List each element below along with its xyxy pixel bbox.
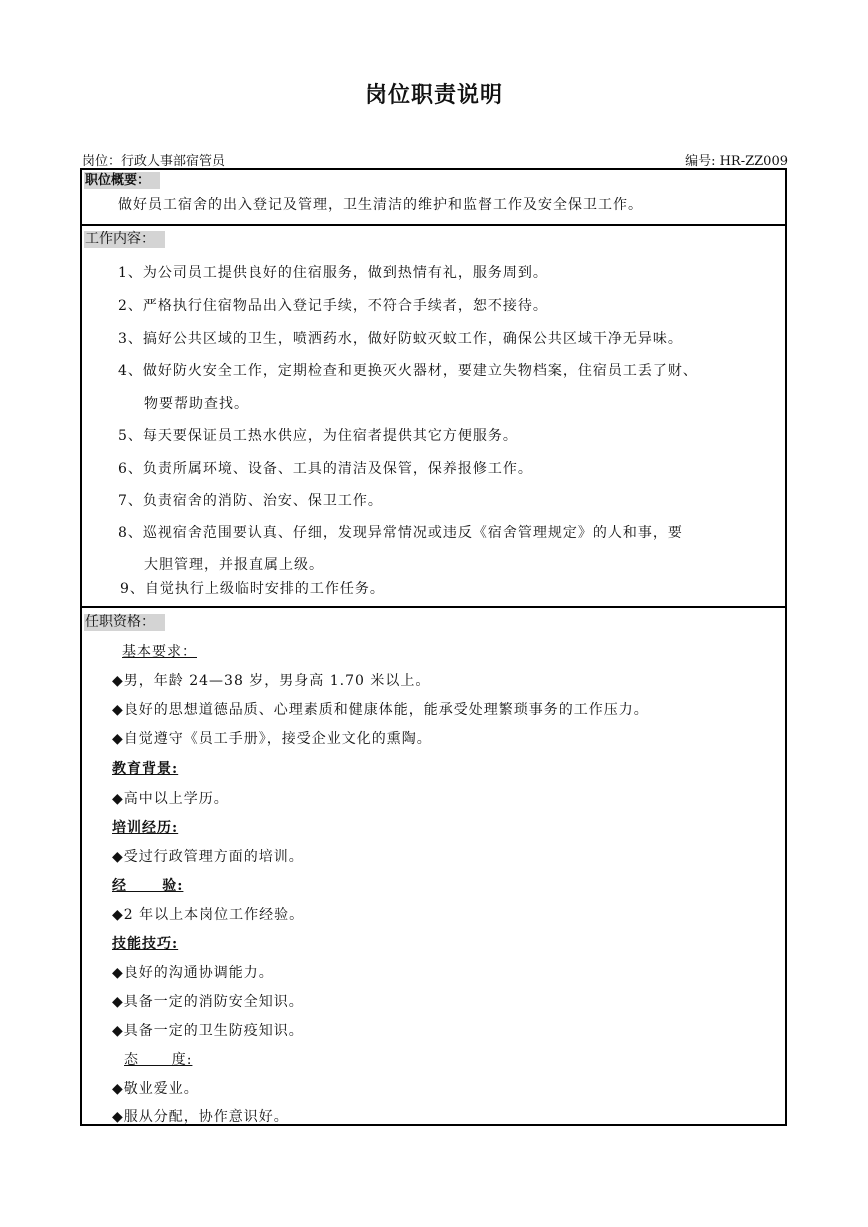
basic-item: ◆自觉遵守《员工手册》，接受企业文化的熏陶。: [112, 731, 432, 747]
duty-item: 8、巡视宿舍范围要认真、仔细，发现异常情况或违反《宿舍管理规定》的人和事，要: [118, 525, 683, 541]
duty-item: 大胆管理，并报直属上级。: [144, 557, 324, 573]
skills-item: ◆良好的沟通协调能力。: [112, 965, 274, 981]
education-title: 教育背景:: [112, 761, 179, 777]
overview-header: 职位概要：: [84, 172, 160, 189]
skills-title: 技能技巧:: [112, 936, 179, 952]
divider: [82, 224, 785, 226]
education-item: ◆高中以上学历。: [112, 791, 229, 807]
code-label: 编号: HR-ZZ009: [685, 154, 788, 169]
duty-item: 3、搞好公共区域的卫生，喷洒药水，做好防蚊灭蚊工作，确保公共区域干净无异味。: [118, 331, 683, 347]
training-item: ◆受过行政管理方面的培训。: [112, 849, 304, 865]
qualifications-header: 任职资格：: [84, 614, 165, 631]
divider: [82, 606, 785, 608]
attitude-item: ◆敬业爱业。: [112, 1081, 199, 1097]
duty-item: 4、做好防火安全工作，定期检查和更换灭火器材，要建立失物档案，住宿员工丢了财、: [118, 363, 698, 379]
duty-item: 2、严格执行住宿物品出入登记手续，不符合手续者，恕不接待。: [118, 298, 548, 314]
attitude-item: ◆服从分配，协作意识好。: [112, 1109, 289, 1125]
duty-item: 9、自觉执行上级临时安排的工作任务。: [120, 581, 385, 597]
basic-item: ◆男，年龄 24—38 岁，男身高 1.70 米以上。: [112, 673, 431, 689]
experience-item: ◆2 年以上本岗位工作经验。: [112, 907, 305, 923]
duty-item: 7、负责宿舍的消防、治安、保卫工作。: [118, 493, 383, 509]
duty-item: 5、每天要保证员工热水供应，为住宿者提供其它方便服务。: [118, 428, 518, 444]
duty-item: 1、为公司员工提供良好的住宿服务，做到热情有礼，服务周到。: [118, 265, 548, 281]
training-title: 培训经历:: [112, 820, 179, 836]
page-title: 岗位职责说明: [364, 82, 503, 108]
duty-item: 物要帮助查找。: [144, 396, 249, 412]
basic-title: 基本要求：: [122, 644, 197, 660]
experience-title: 经 验:: [112, 878, 184, 894]
duties-header: 工作内容：: [84, 231, 165, 248]
position-label: 岗位：行政人事部宿管员: [82, 154, 226, 169]
duty-item: 6、负责所属环境、设备、工具的清洁及保管，保养报修工作。: [118, 461, 533, 477]
basic-item: ◆良好的思想道德品质、心理素质和健康体能，能承受处理繁琐事务的工作压力。: [112, 702, 649, 718]
attitude-title: 态 度:: [124, 1052, 193, 1068]
skills-item: ◆具备一定的消防安全知识。: [112, 994, 304, 1010]
skills-item: ◆具备一定的卫生防疫知识。: [112, 1023, 304, 1039]
overview-text: 做好员工宿舍的出入登记及管理，卫生清洁的维护和监督工作及安全保卫工作。: [118, 197, 643, 213]
responsibility-table: [80, 168, 787, 1126]
